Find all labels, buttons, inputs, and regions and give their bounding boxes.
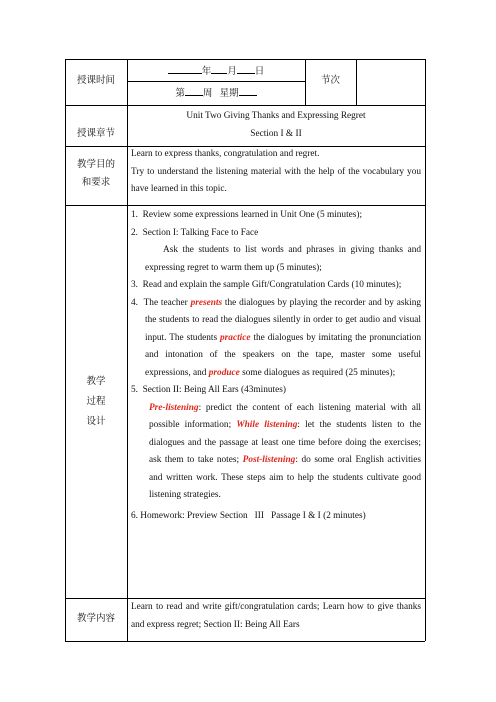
goals-line-1: Learn to express thanks, congratulation and regret. — [131, 149, 320, 159]
produce-highlight: produce — [208, 367, 240, 378]
process-item-2-detail: Ask the students to list words and phrases in giving thanks and expressing regret to warm them up (5 minutes); — [145, 245, 421, 273]
process-item-6: 6. Homework: Preview Section III Passage I & I (2 minutes) — [131, 510, 366, 521]
week-line: 第 周 星期 — [127, 85, 305, 101]
goals-label-2: 和要求 — [81, 178, 111, 188]
process-item-5: 5. Section II: Being All Ears (43minutes) — [131, 385, 286, 395]
goals-label-1: 教学目的 — [76, 160, 115, 170]
week-blank — [185, 85, 203, 96]
pre-listening-highlight: Pre-listening — [149, 402, 199, 413]
chapter-label: 授课章节 — [76, 129, 115, 139]
process-item-1: 1. Review some expressions learned in Unit One (5 minutes); — [131, 210, 363, 220]
content-text: Learn to read and write gift/congratulation cards; Learn how to give thanks and express regret; Section II: Being All Ears — [131, 602, 421, 630]
year-blank — [168, 63, 202, 74]
process-label-2: 过程 — [86, 397, 106, 407]
weekday-blank — [239, 85, 257, 96]
while-listening-highlight: While listening — [236, 420, 298, 430]
process-item-4: 4. The teacher presents the dialogues by playing the recorder and by asking the students to read the dialogues silently in order to get audio and visual input. The students practice the dialogues by imitating the pronunciation and intonation of the speakers on the tape, master some useful expressions, and produce some dialogues as required (25 minutes); — [131, 297, 422, 378]
process-label-3: 设计 — [86, 417, 106, 427]
process-list — [131, 207, 421, 525]
date-line: 年 月 日 — [127, 63, 305, 79]
process-item-5-detail: Pre-listening: predict the content of each listening material with all possible information; While listening: let the students listen to the dialogues and the passage at least one time before doing the exercises; ask them to take notes; Post-listening: do some oral English activities and written work. These steps aim to help the students cultivate good listening strategies. — [149, 402, 421, 500]
process-item-2: 2. Section I: Talking Face to Face — [131, 227, 259, 238]
process-item-3: 3. Read and explain the sample Gift/Congratulation Cards (10 minutes); — [131, 280, 402, 290]
goals-line-2: Try to understand the listening material with the help of the vocabulary you have learned in this topic. — [131, 166, 421, 194]
period-label: 节次 — [320, 76, 340, 86]
lesson-plan-table — [65, 59, 425, 641]
time-label: 授课时间 — [76, 76, 115, 86]
chapter-title: Unit Two Giving Thanks and Expressing Regret — [186, 111, 366, 121]
practice-highlight: practice — [220, 332, 251, 343]
chapter-section: Section I & II — [250, 129, 302, 139]
goals-text — [131, 146, 421, 199]
month-blank — [211, 63, 227, 74]
presents-highlight: presents — [190, 297, 223, 308]
process-label-1: 教学 — [86, 377, 106, 387]
post-listening-highlight: Post-listening — [242, 455, 296, 465]
content-label: 教学内容 — [76, 614, 115, 624]
day-blank — [237, 63, 255, 74]
